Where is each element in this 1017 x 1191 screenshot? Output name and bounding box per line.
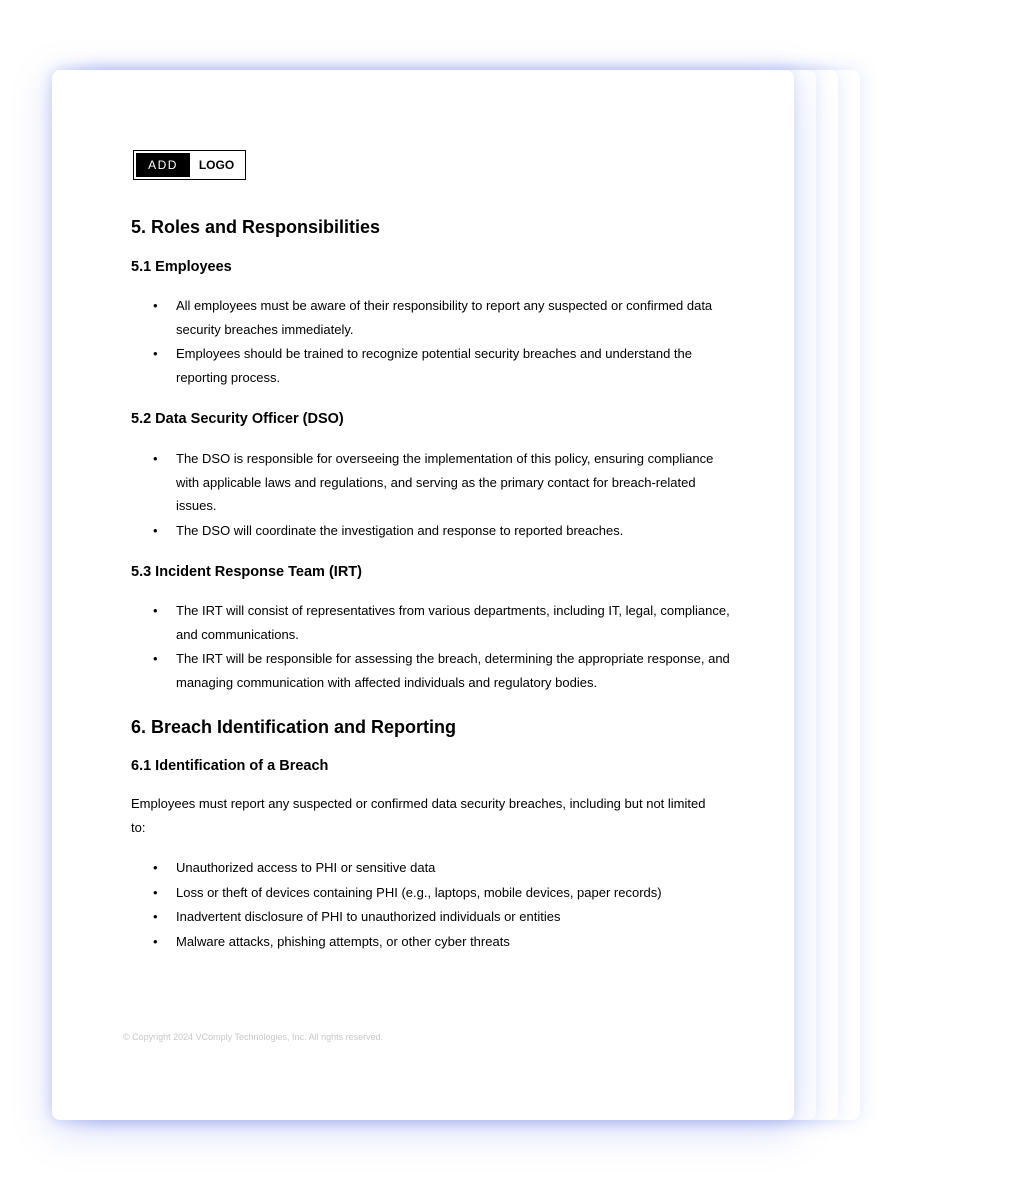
- copyright-footer: © Copyright 2024 VComply Technologies, Inc. All rights reserved.: [123, 1032, 384, 1042]
- list-item: • Employees should be trained to recognize potential security breaches and understand the reporting process.: [131, 342, 731, 389]
- list-item: • Inadvertent disclosure of PHI to unauthorized individuals or entities: [131, 905, 731, 929]
- bullet-icon: •: [153, 860, 158, 875]
- bullet-icon: •: [153, 522, 158, 538]
- bullet-icon: •: [153, 346, 158, 361]
- list-item: • The DSO is responsible for overseeing the implementation of this policy, ensuring compliance with applicable laws and regulations, and serving as the primary contact for breach-related issues.: [131, 447, 731, 518]
- list-item: • The DSO will coordinate the investigation and response to reported breaches.: [131, 519, 731, 543]
- logo-placeholder: [133, 150, 246, 180]
- bullet-icon: •: [153, 298, 158, 313]
- bullet-icon: •: [153, 909, 158, 924]
- list-item: • All employees must be aware of their responsibility to report any suspected or confirmed data security breaches immediately.: [131, 294, 731, 341]
- bullet-icon: •: [153, 451, 158, 466]
- section-5-1-list: [131, 294, 731, 390]
- list-item: • The IRT will consist of representatives from various departments, including IT, legal, compliance, and communications.: [131, 599, 731, 646]
- section-5-heading: 5. Roles and Responsibilities: [131, 217, 381, 237]
- section-5-2-heading: 5.2 Data Security Officer (DSO): [131, 411, 344, 427]
- bullet-icon: •: [153, 603, 158, 618]
- section-5-2-list: [131, 447, 731, 543]
- section-5-3-list: [131, 599, 731, 695]
- list-item: • The IRT will be responsible for assessing the breach, determining the appropriate response, and managing communication with affected individuals and regulatory bodies.: [131, 647, 731, 694]
- list-item: • Loss or theft of devices containing PHI (e.g., laptops, mobile devices, paper records): [131, 881, 731, 905]
- bullet-icon: •: [153, 933, 158, 949]
- document-page: [52, 70, 794, 1120]
- bullet-icon: •: [153, 884, 158, 900]
- list-item: • Unauthorized access to PHI or sensitive data: [131, 856, 731, 880]
- bullet-icon: •: [153, 651, 158, 666]
- section-5-1-heading: 5.1 Employees: [131, 259, 232, 275]
- section-6-1-intro: Employees must report any suspected or confirmed data security breaches, including but not limited to:: [131, 796, 706, 835]
- section-6-1-list: [131, 856, 731, 954]
- section-6-heading: 6. Breach Identification and Reporting: [131, 717, 457, 737]
- section-5-3-heading: 5.3 Incident Response Team (IRT): [131, 564, 362, 580]
- list-item: • Malware attacks, phishing attempts, or other cyber threats: [131, 930, 731, 954]
- logo-add-block: ADD: [136, 153, 190, 177]
- section-6-1-heading: 6.1 Identification of a Breach: [131, 758, 329, 774]
- logo-text: LOGO: [198, 158, 235, 172]
